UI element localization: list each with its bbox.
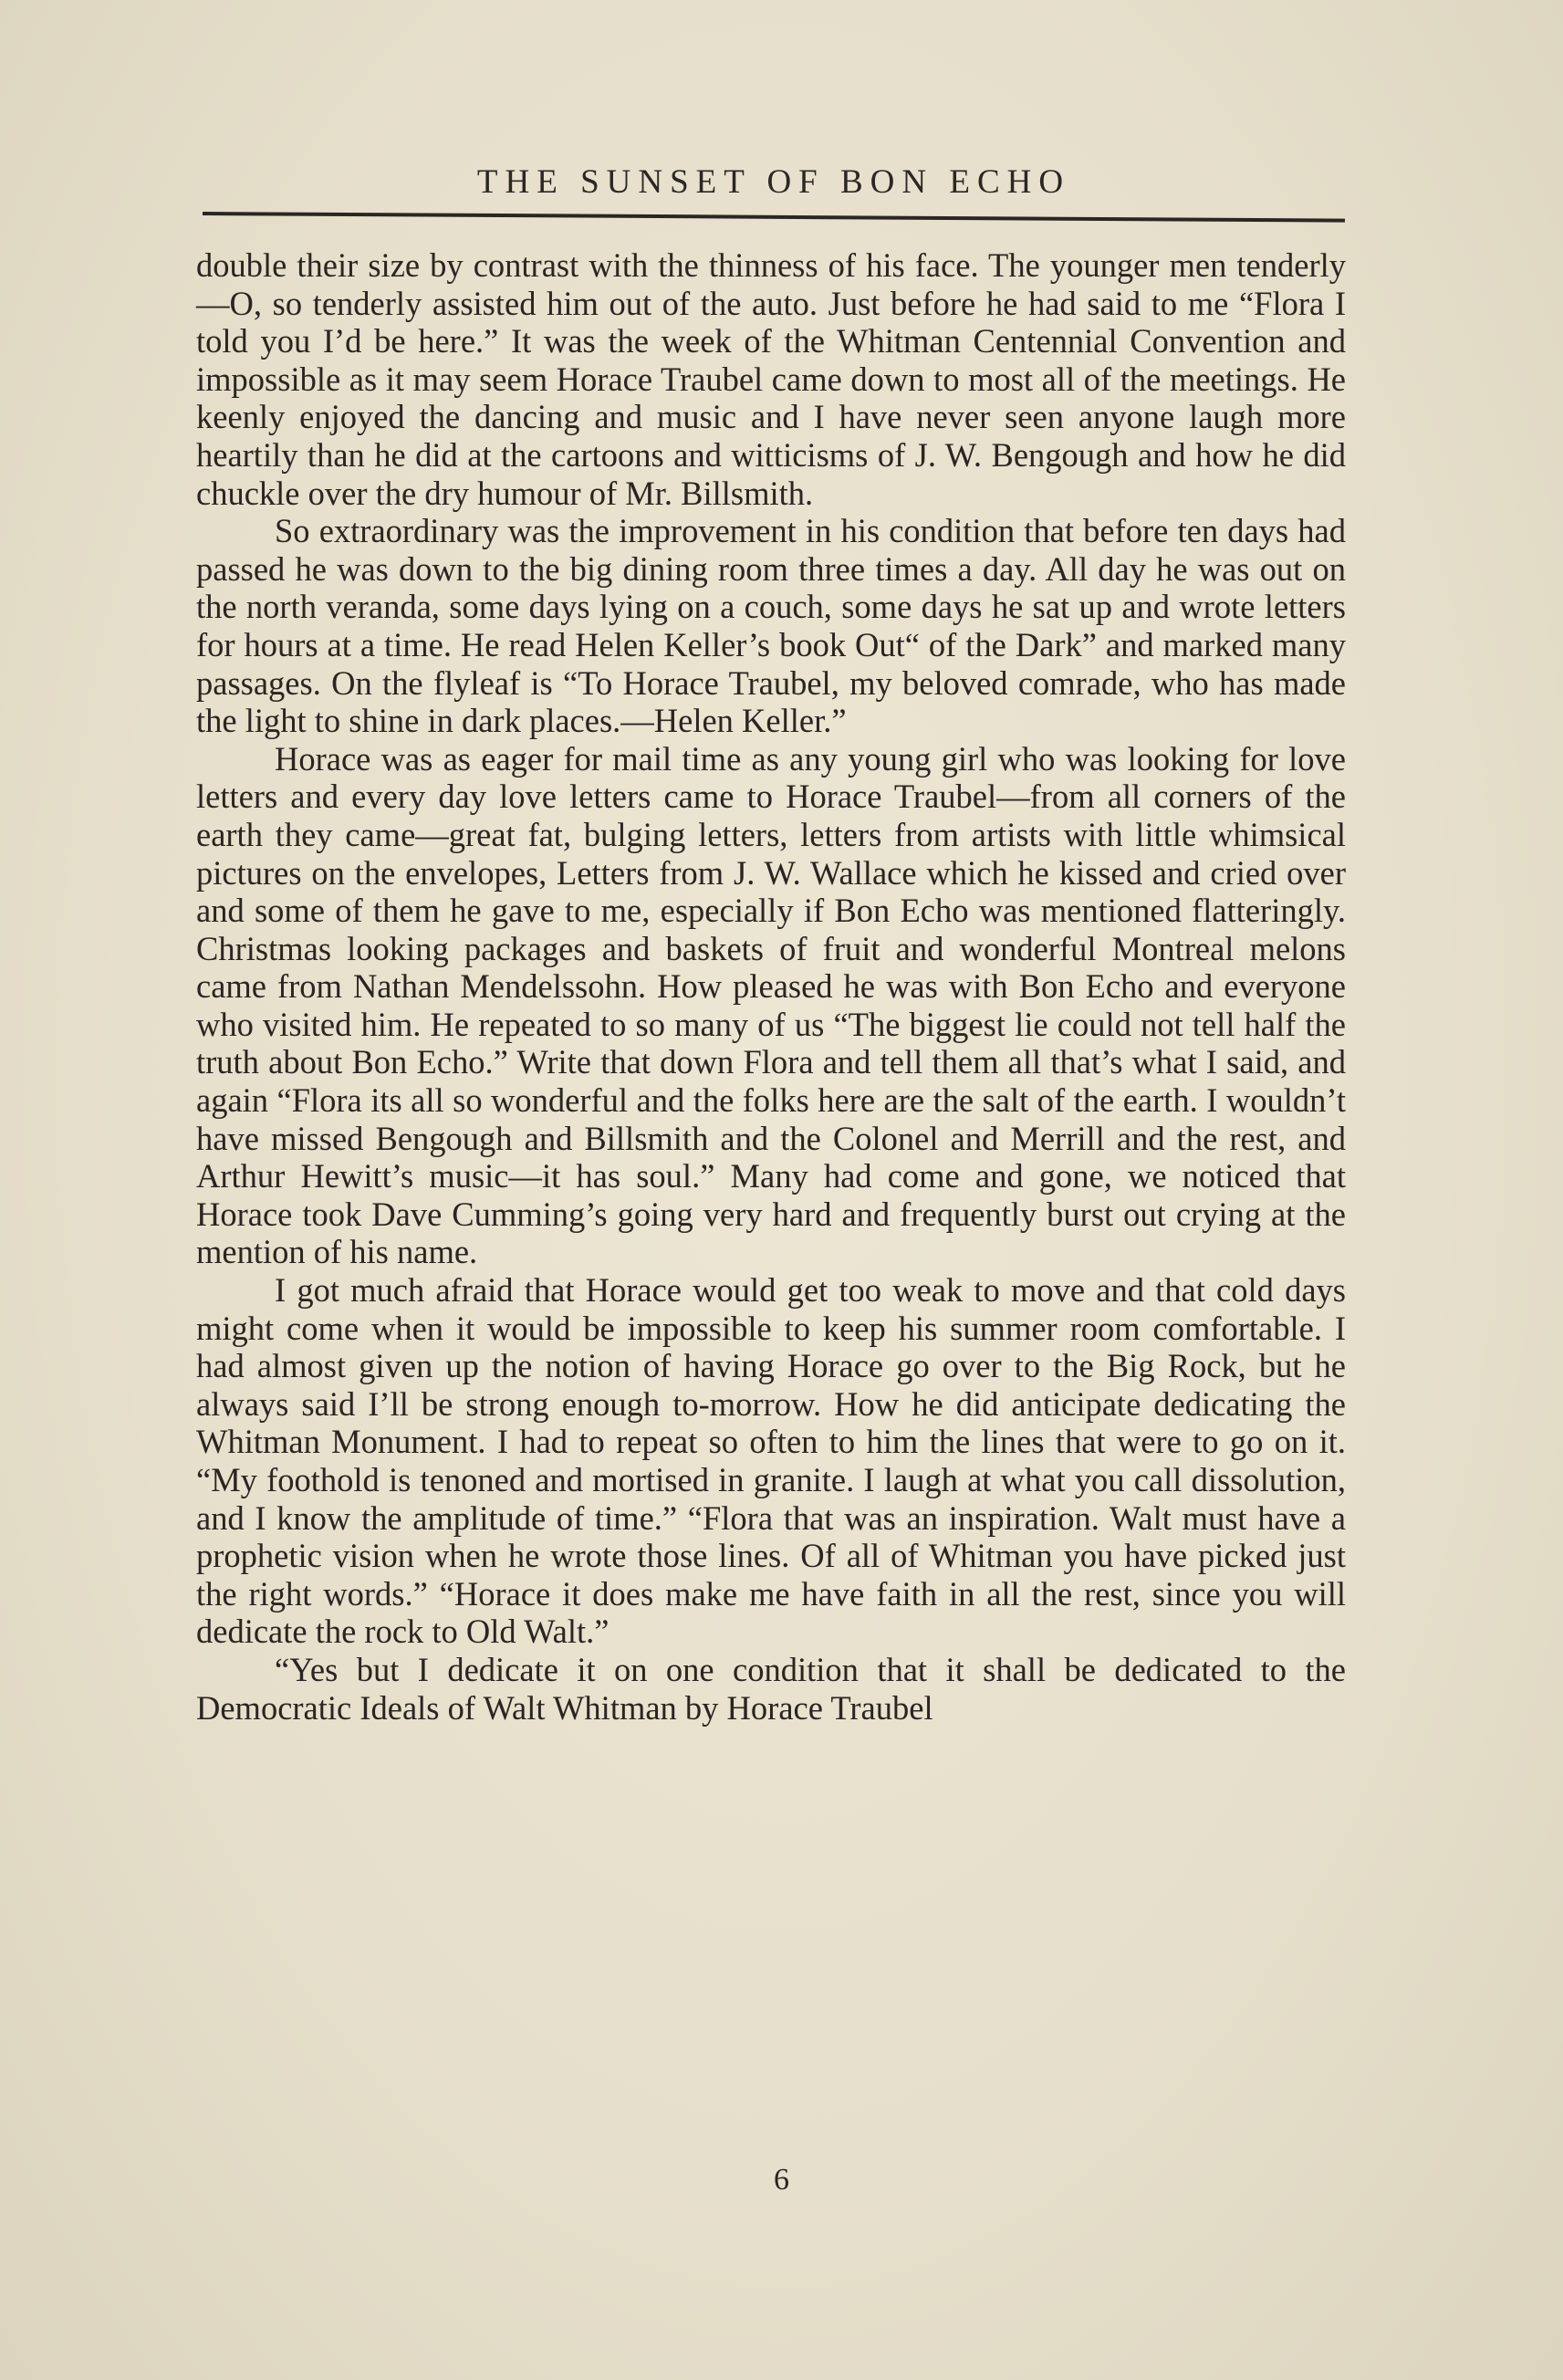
header-rule xyxy=(203,212,1345,223)
paragraph-5: “Yes but I dedicate it on one condition that it shall be dedicated to the Democratic Ideals of Walt Whitman by Horace Traubel xyxy=(196,1650,1346,1727)
paragraph-1: double their size by contrast with the thinness of his face. The younger men tenderly—O, so tenderly assisted him out of the auto. Just before he had said to me “Flora I told you I’d be here.” It was the week of the Whitman Centennial Convention and impossible as it may seem Horace Traubel came down to most all of the meetings. He keenly enjoyed the dancing and music and I have never seen anyone laugh more heartily than he did at the cartoons and witticisms of J. W. Bengough and how he did chuckle over the dry humour of Mr. Billsmith. xyxy=(196,246,1346,512)
paragraph-3: Horace was as eager for mail time as any young girl who was looking for love letters and every day love letters came to Horace Traubel—from all corners of the earth they came—great fat, bulging letters, letters from artists with little whimsical pictures on the envelopes, Letters from J. W. Wallace which he kissed and cried over and some of them he gave to me, especially if Bon Echo was mentioned flatteringly. Christmas looking packages and baskets of fruit and wonderful Montreal melons came from Nathan Mendelssohn. How pleased he was with Bon Echo and everyone who visited him. He repeated to so many of us “The biggest lie could not tell half the truth about Bon Echo.” Write that down Flora and tell them all that’s what I said, and again “Flora its all so wonderful and the folks here are the salt of the earth. I wouldn’t have missed Bengough and Billsmith and the Colonel and Merrill and the rest, and Arthur Hewitt’s music—it has soul.” Many had come and gone, we noticed that Horace took Dave Cumming’s going very hard and frequently burst out crying at the mention of his name. xyxy=(196,739,1346,1271)
page-number: 6 xyxy=(774,2163,789,2197)
paragraph-4: I got much afraid that Horace would get too weak to move and that cold days might come when it would be impossible to keep his summer room comfortable. I had almost given up the notion of having Horace go over to the Big Rock, but he always said I’ll be strong enough to-morrow. How he did anticipate dedicating the Whitman Monument. I had to repeat so often to him the lines that were to go on it. “My foothold is tenoned and mortised in granite. I laugh at what you call dissolution, and I know the amplitude of time.” “Flora that was an inspiration. Walt must have a prophetic vision when he wrote those lines. Of all of Whitman you have picked just the right words.” “Horace it does make me have faith in all the rest, since you will dedicate the rock to Old Walt.” xyxy=(196,1271,1346,1651)
running-header: THE SUNSET OF BON ECHO xyxy=(476,163,1071,201)
body-text xyxy=(196,246,1346,1727)
paragraph-2: So extraordinary was the improvement in his condition that before ten days had passed he was down to the big dining room three times a day. All day he was out on the north veranda, some days lying on a couch, some days he sat up and wrote letters for hours at a time. He read Helen Keller’s book Out“ of the Dark” and marked many passages. On the flyleaf is “To Horace Traubel, my beloved comrade, who has made the light to shine in dark places.—Helen Keller.” xyxy=(196,512,1346,740)
